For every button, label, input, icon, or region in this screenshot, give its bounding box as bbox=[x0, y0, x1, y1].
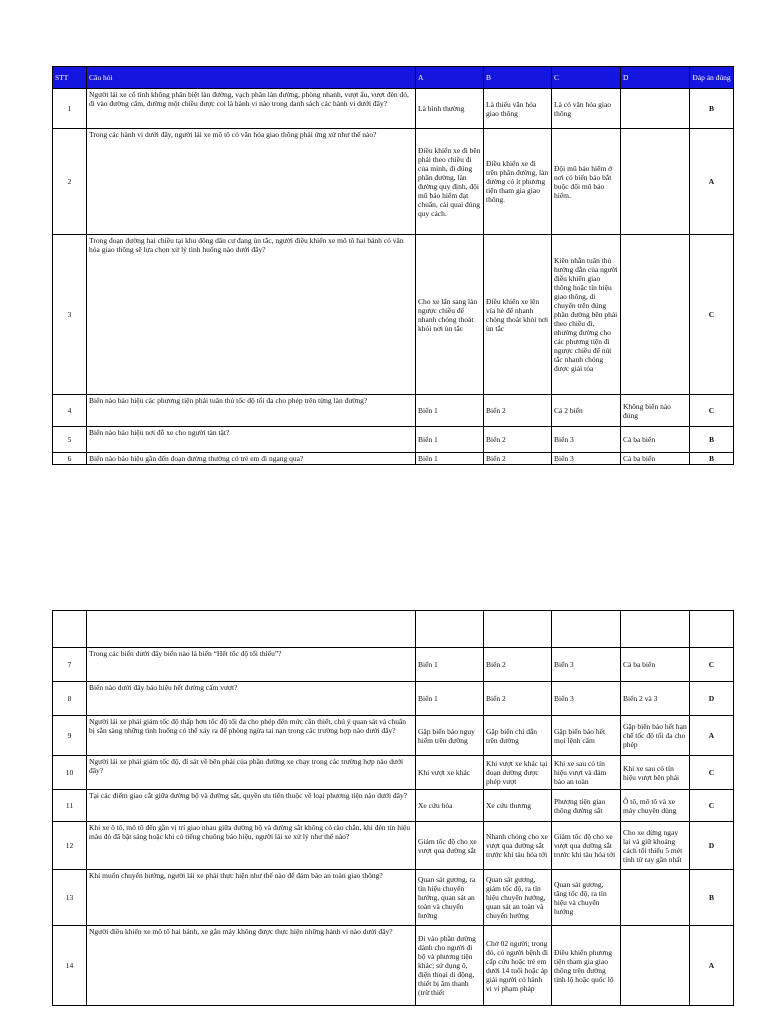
option-d bbox=[621, 235, 690, 395]
option-c: Biển 3 bbox=[552, 648, 621, 682]
blank-cell bbox=[621, 611, 690, 648]
question-text: Biển nào báo hiệu các phương tiện phải tuân thủ tốc độ tối đa cho phép trên từng làn đường? bbox=[87, 395, 416, 427]
correct-answer: B bbox=[690, 453, 734, 465]
option-b: Biển 2 bbox=[484, 648, 552, 682]
correct-answer: C bbox=[690, 648, 734, 682]
option-a: Biển 1 bbox=[416, 682, 484, 716]
option-d: Biển 2 và 3 bbox=[621, 682, 690, 716]
header-option-b: B bbox=[484, 67, 552, 89]
option-d bbox=[621, 89, 690, 129]
question-number: 6 bbox=[53, 453, 87, 465]
option-d bbox=[621, 870, 690, 926]
table-row bbox=[53, 648, 734, 682]
question-text: Khi muốn chuyển hướng, người lái xe phải thực hiện như thế nào để đảm bảo an toàn giao thông? bbox=[87, 870, 416, 926]
table-row bbox=[53, 926, 734, 1006]
option-c: Khi xe sau có tín hiệu vượt và đảm bảo an toàn bbox=[552, 756, 621, 790]
header-question: Câu hỏi bbox=[87, 67, 416, 89]
table-row bbox=[53, 129, 734, 235]
table-row bbox=[53, 790, 734, 822]
option-d bbox=[621, 129, 690, 235]
option-b: Quan sát gương, giảm tốc độ, ra tín hiệu chuyển hướng, quan sát an toàn và chuyển hướng bbox=[484, 870, 552, 926]
option-c: Phương tiện giao thông đường sắt bbox=[552, 790, 621, 822]
question-number: 4 bbox=[53, 395, 87, 427]
option-b: Khi vượt xe khác tại đoạn đường được phép vượt bbox=[484, 756, 552, 790]
header-option-a: A bbox=[416, 67, 484, 89]
header-correct-answer: Đáp án đúng bbox=[690, 67, 734, 89]
option-b: Gặp biển chỉ dẫn trên đường bbox=[484, 716, 552, 756]
table-row bbox=[53, 235, 734, 395]
header-stt: STT bbox=[53, 67, 87, 89]
option-b: Chở 02 người; trong đó, có người bệnh đi cấp cứu hoặc trẻ em dưới 14 tuổi hoặc áp giải người có hành vi vi phạm pháp bbox=[484, 926, 552, 1006]
option-c: Kiên nhẫn tuân thủ hướng dẫn của người điều khiển giao thông hoặc tín hiệu giao thông, di chuyển trên đúng phần đường bên phải theo chiều đi, nhường đường cho các phương tiện đi ngược chiều để nút tắc nhanh chóng được giải tỏa bbox=[552, 235, 621, 395]
quiz-table-page-1 bbox=[52, 66, 734, 465]
option-a: Gặp biển báo nguy hiểm trên đường bbox=[416, 716, 484, 756]
option-c: Giảm tốc độ cho xe vượt qua đường sắt trước khi tàu hỏa tới bbox=[552, 822, 621, 870]
option-a: Khi vượt xe khác bbox=[416, 756, 484, 790]
table-row bbox=[53, 682, 734, 716]
table-row bbox=[53, 453, 734, 465]
option-a: Đi vào phần đường dành cho người đi bộ và phương tiện khác; sử dụng ô, điện thoại di động, thiết bị âm thanh (trừ thiết bbox=[416, 926, 484, 1006]
correct-answer: D bbox=[690, 822, 734, 870]
option-a: Xe cứu hỏa bbox=[416, 790, 484, 822]
table-row bbox=[53, 395, 734, 427]
option-c: Biển 3 bbox=[552, 427, 621, 453]
option-b: Điều khiển xe lên vỉa hè để nhanh chóng thoát khỏi nơi ùn tắc bbox=[484, 235, 552, 395]
option-b: Biển 2 bbox=[484, 427, 552, 453]
question-number: 3 bbox=[53, 235, 87, 395]
correct-answer: B bbox=[690, 89, 734, 129]
question-number: 7 bbox=[53, 648, 87, 682]
option-b: Biển 2 bbox=[484, 395, 552, 427]
option-a: Cho xe lấn sang làn ngược chiều để nhanh chóng thoát khỏi nơi ùn tắc bbox=[416, 235, 484, 395]
blank-cell bbox=[552, 611, 621, 648]
question-text: Biển nào dưới đây báo hiệu hết đường cấm vượt? bbox=[87, 682, 416, 716]
question-text: Biển nào báo hiệu gần đến đoạn đường thường có trẻ em đi ngang qua? bbox=[87, 453, 416, 465]
quiz-table-page-2 bbox=[52, 610, 734, 1006]
blank-cell bbox=[416, 611, 484, 648]
option-b: Điều khiển xe đi trên phần đường, làn đường có ít phương tiện tham gia giao thông. bbox=[484, 129, 552, 235]
option-b: Nhanh chóng cho xe vượt qua đường sắt trước khi tàu hỏa tới bbox=[484, 822, 552, 870]
correct-answer: C bbox=[690, 395, 734, 427]
option-a: Giảm tốc độ cho xe vượt qua đường sắt bbox=[416, 822, 484, 870]
question-number: 8 bbox=[53, 682, 87, 716]
option-d: Không biển nào đúng bbox=[621, 395, 690, 427]
question-text: Khi xe ô tô, mô tô đến gần vị trí giao nhau giữa đường bộ và đường sắt không có rào chắn, khi đèn tín hiệu màu đỏ đã bật sáng hoặc khi có tiếng chuông báo hiệu, người lái xe xử lý như thế nào? bbox=[87, 822, 416, 870]
header-option-d: D bbox=[621, 67, 690, 89]
question-text: Trong đoạn đường hai chiều tại khu đông dân cư đang ùn tắc, người điều khiển xe mô tô hai bánh có văn hóa giao thông sẽ lựa chọn xử lý tình huống nào dưới đây? bbox=[87, 235, 416, 395]
question-number: 10 bbox=[53, 756, 87, 790]
correct-answer: B bbox=[690, 427, 734, 453]
option-b: Xe cứu thương bbox=[484, 790, 552, 822]
blank-cell bbox=[690, 611, 734, 648]
option-d: Cho xe dừng ngay lại và giữ khoảng cách tối thiểu 5 mét tính từ ray gần nhất bbox=[621, 822, 690, 870]
option-a: Quan sát gương, ra tín hiệu chuyển hướng, quan sát an toàn và chuyển hướng bbox=[416, 870, 484, 926]
option-c: Biển 3 bbox=[552, 682, 621, 716]
question-number: 1 bbox=[53, 89, 87, 129]
question-text: Người lái xe phải giảm tốc độ thấp hơn tốc độ tối đa cho phép đến mức cần thiết, chú ý quan sát và chuẩn bị sẵn sàng những tình huống có thể xảy ra để phòng ngừa tai nạn trong các trường hợp nào dưới đây? bbox=[87, 716, 416, 756]
correct-answer: D bbox=[690, 682, 734, 716]
question-text: Tại các điểm giao cắt giữa đường bộ và đường sắt, quyền ưu tiên thuộc về loại phương tiện nào dưới đây? bbox=[87, 790, 416, 822]
option-c: Gặp biển báo hết mọi lệnh cấm bbox=[552, 716, 621, 756]
table-row bbox=[53, 822, 734, 870]
option-d: Cả ba biển bbox=[621, 427, 690, 453]
question-number: 13 bbox=[53, 870, 87, 926]
option-b: Biển 2 bbox=[484, 453, 552, 465]
blank-cell bbox=[53, 611, 87, 648]
question-text: Trong các hành vi dưới đây, người lái xe mô tô có văn hóa giao thông phải ứng xử như thế nào? bbox=[87, 129, 416, 235]
table-row bbox=[53, 427, 734, 453]
table-row bbox=[53, 89, 734, 129]
header-option-c: C bbox=[552, 67, 621, 89]
question-text: Biển nào báo hiệu nơi đỗ xe cho người tàn tật? bbox=[87, 427, 416, 453]
question-text: Người điều khiển xe mô tô hai bánh, xe gắn máy không được thực hiện những hành vi nào dưới đây? bbox=[87, 926, 416, 1006]
question-text: Người lái xe phải giảm tốc độ, đi sát về bên phải của phần đường xe chạy trong các trường hợp nào dưới đây? bbox=[87, 756, 416, 790]
question-number: 2 bbox=[53, 129, 87, 235]
option-a: Là bình thường bbox=[416, 89, 484, 129]
correct-answer: C bbox=[690, 790, 734, 822]
option-c: Cả 2 biển bbox=[552, 395, 621, 427]
option-d: Ô tô, mô tô và xe máy chuyên dùng bbox=[621, 790, 690, 822]
table-row bbox=[53, 870, 734, 926]
correct-answer: A bbox=[690, 716, 734, 756]
option-a: Biển 1 bbox=[416, 453, 484, 465]
question-number: 12 bbox=[53, 822, 87, 870]
blank-cell bbox=[87, 611, 416, 648]
correct-answer: C bbox=[690, 235, 734, 395]
option-d: Cả ba biển bbox=[621, 453, 690, 465]
option-a: Biển 1 bbox=[416, 648, 484, 682]
correct-answer: A bbox=[690, 926, 734, 1006]
option-d: Khi xe sau có tín hiệu vượt bên phải bbox=[621, 756, 690, 790]
option-c: Điều khiển phương tiện tham gia giao thông trên đường tỉnh lộ hoặc quốc lộ bbox=[552, 926, 621, 1006]
question-number: 14 bbox=[53, 926, 87, 1006]
option-c: Đội mũ bảo hiểm ở nơi có biển báo bắt buộc đội mũ bảo hiểm. bbox=[552, 129, 621, 235]
table-row bbox=[53, 756, 734, 790]
option-d: Gặp biển báo hết hạn chế tốc độ tối đa cho phép bbox=[621, 716, 690, 756]
option-a: Biển 1 bbox=[416, 427, 484, 453]
header-row bbox=[53, 67, 734, 89]
question-text: Người lái xe cố tình không phân biệt làn đường, vạch phân làn đường, phòng nhanh, vượt ẩu, vượt đèn đỏ, đi vào đường cấm, đường một chiều được coi là hành vi nào trong danh sách các hành vi dưới đây? bbox=[87, 89, 416, 129]
option-a: Điều khiển xe đi bên phải theo chiều đi của mình, đi đúng phần đường, làn đường quy định, đội mũ bảo hiểm đạt chuẩn, cài quai đúng quy cách. bbox=[416, 129, 484, 235]
option-d: Cả ba biển bbox=[621, 648, 690, 682]
table-row bbox=[53, 716, 734, 756]
correct-answer: B bbox=[690, 870, 734, 926]
option-b: Biển 2 bbox=[484, 682, 552, 716]
option-c: Biển 3 bbox=[552, 453, 621, 465]
question-text: Trong các biển dưới đây biển nào là biển “Hết tốc độ tối thiểu”? bbox=[87, 648, 416, 682]
correct-answer: C bbox=[690, 756, 734, 790]
option-b: Là thiếu văn hóa giao thông bbox=[484, 89, 552, 129]
question-number: 9 bbox=[53, 716, 87, 756]
correct-answer: A bbox=[690, 129, 734, 235]
option-c: Quan sát gương, tăng tốc độ, ra tín hiệu và chuyển hướng bbox=[552, 870, 621, 926]
blank-header-row bbox=[53, 611, 734, 648]
option-d bbox=[621, 926, 690, 1006]
option-c: Là có văn hóa giao thông bbox=[552, 89, 621, 129]
blank-cell bbox=[484, 611, 552, 648]
question-number: 5 bbox=[53, 427, 87, 453]
question-number: 11 bbox=[53, 790, 87, 822]
option-a: Biển 1 bbox=[416, 395, 484, 427]
